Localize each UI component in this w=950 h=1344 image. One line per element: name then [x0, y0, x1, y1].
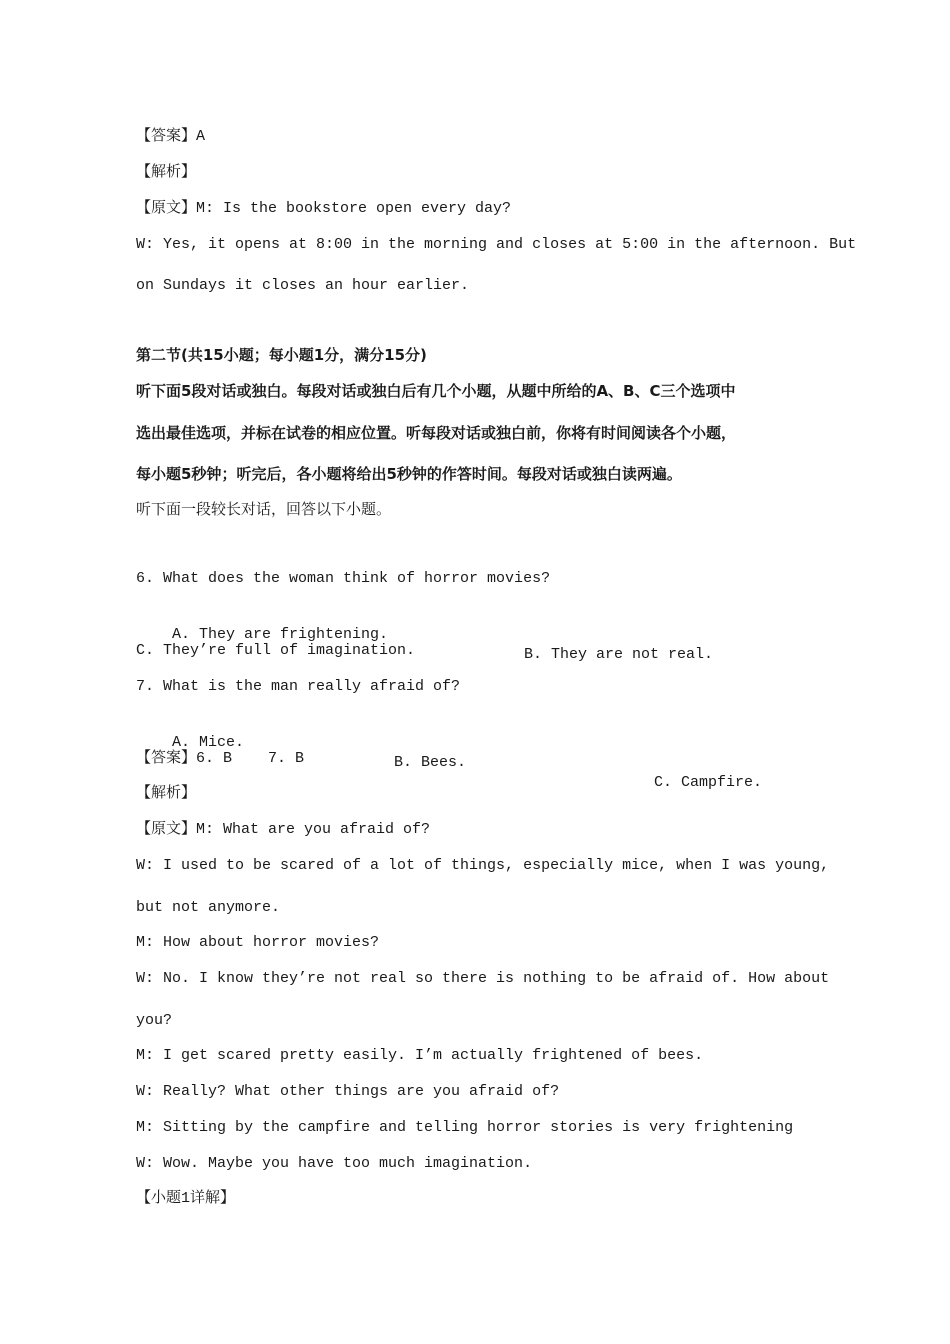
transcript-line: 【原文】M: Is the bookstore open every day? [136, 200, 512, 217]
section-instructions: 听下面5段对话或独白。每段对话或独白后有几个小题，从题中所给的A、B、C三个选项中 [136, 382, 736, 400]
dialogue-intro: 听下面一段较长对话，回答以下小题。 [136, 500, 392, 518]
option-c: C. Campfire. [654, 774, 763, 791]
section-heading: 第二节(共15小题；每小题1分，满分15分) [136, 346, 427, 364]
answer-label: 【答案】6. B 7. B [136, 750, 305, 767]
transcript-line: M: How about horror movies? [136, 934, 380, 951]
analysis-label: 【解析】 [136, 164, 197, 181]
option-a: A. They are frightening. [172, 626, 389, 643]
option-b: B. They are not real. [524, 646, 714, 663]
transcript-line: M: I get scared pretty easily. I’m actually frightened of bees. [136, 1047, 704, 1064]
option-b: B. Bees. [394, 754, 467, 771]
transcript-line: W: No. I know they’re not real so there is nothing to be afraid of. How about [136, 970, 830, 987]
question-6: 6. What does the woman think of horror movies? [136, 570, 551, 587]
transcript-line: W: Yes, it opens at 8:00 in the morning and closes at 5:00 in the afternoon. But [136, 236, 857, 253]
transcript-line: on Sundays it closes an hour earlier. [136, 277, 470, 294]
answer-label: 【答案】A [136, 128, 206, 145]
question-7: 7. What is the man really afraid of? [136, 678, 461, 695]
analysis-label: 【解析】 [136, 785, 197, 802]
transcript-line: W: Wow. Maybe you have too much imagination. [136, 1155, 533, 1172]
subquestion-label: 【小题1详解】 [136, 1190, 236, 1207]
option-a: A. Mice. [172, 734, 245, 751]
option-c: C. They’re full of imagination. [136, 642, 416, 659]
transcript-line: 【原文】M: What are you afraid of? [136, 821, 431, 838]
section-instructions: 选出最佳选项，并标在试卷的相应位置。听每段对话或独白前，你将有时间阅读各个小题， [136, 424, 737, 442]
section-instructions: 每小题5秒钟；听完后，各小题将给出5秒钟的作答时间。每段对话或独白读两遍。 [136, 465, 682, 483]
transcript-line: W: Really? What other things are you afraid of? [136, 1083, 560, 1100]
transcript-line: W: I used to be scared of a lot of things, especially mice, when I was young, [136, 857, 830, 874]
transcript-line: M: Sitting by the campfire and telling horror stories is very frightening [136, 1119, 794, 1136]
transcript-line: but not anymore. [136, 899, 281, 916]
transcript-line: you? [136, 1012, 173, 1029]
